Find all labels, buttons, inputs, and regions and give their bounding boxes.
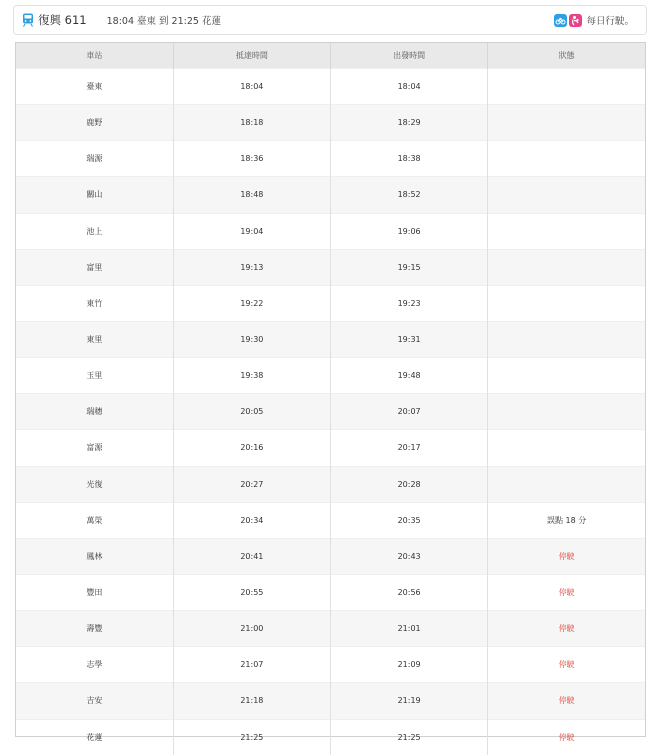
arrival-time-cell: 18:04 — [173, 69, 330, 105]
arrival-time-cell: 19:30 — [173, 321, 330, 357]
departure-time-cell: 18:38 — [331, 141, 488, 177]
status-cell — [488, 213, 645, 249]
table-row — [16, 611, 645, 647]
station-cell: 光復 — [16, 466, 173, 502]
status-cell: 停駛 — [488, 683, 645, 719]
table-row — [16, 430, 645, 466]
arrival-time-cell: 21:25 — [173, 719, 330, 755]
table-row — [16, 394, 645, 430]
timetable — [15, 42, 646, 742]
status-cell — [488, 249, 645, 285]
status-cell — [488, 105, 645, 141]
column-header-station: 車站 — [16, 43, 173, 69]
table-row — [16, 141, 645, 177]
station-cell: 瑞穗 — [16, 394, 173, 430]
station-cell: 鳳林 — [16, 538, 173, 574]
column-header-arrival: 抵達時間 — [173, 43, 330, 69]
arrival-time-cell: 18:36 — [173, 141, 330, 177]
status-cell — [488, 358, 645, 394]
departure-time-cell: 19:15 — [331, 249, 488, 285]
timetable-table — [16, 43, 645, 755]
bicycle-icon — [554, 14, 567, 27]
station-cell: 豐田 — [16, 574, 173, 610]
departure-time-cell: 20:56 — [331, 574, 488, 610]
arrival-time-cell: 21:00 — [173, 611, 330, 647]
status-cell — [488, 177, 645, 213]
arrival-time-cell: 19:22 — [173, 285, 330, 321]
departure-time-cell: 21:09 — [331, 647, 488, 683]
departure-time-cell: 18:29 — [331, 105, 488, 141]
status-cell: 停駛 — [488, 647, 645, 683]
table-header-row — [16, 43, 645, 69]
table-row — [16, 69, 645, 105]
status-cell — [488, 394, 645, 430]
departure-time-cell: 20:43 — [331, 538, 488, 574]
table-row — [16, 719, 645, 755]
table-row — [16, 538, 645, 574]
departure-time-cell: 21:19 — [331, 683, 488, 719]
table-row — [16, 249, 645, 285]
station-cell: 壽豐 — [16, 611, 173, 647]
station-cell: 瑞源 — [16, 141, 173, 177]
station-cell: 關山 — [16, 177, 173, 213]
station-cell: 富源 — [16, 430, 173, 466]
daily-service-label: 每日行駛。 — [586, 16, 634, 27]
table-row — [16, 321, 645, 357]
table-row — [16, 213, 645, 249]
status-cell — [488, 430, 645, 466]
departure-time-cell: 18:04 — [331, 69, 488, 105]
status-cell — [488, 285, 645, 321]
departure-time-cell: 21:25 — [331, 719, 488, 755]
column-header-departure: 出發時間 — [331, 43, 488, 69]
station-cell: 池上 — [16, 213, 173, 249]
arrival-time-cell: 18:18 — [173, 105, 330, 141]
table-row — [16, 177, 645, 213]
departure-time-cell: 18:52 — [331, 177, 488, 213]
arrival-time-cell: 20:55 — [173, 574, 330, 610]
status-cell — [488, 466, 645, 502]
arrival-time-cell: 19:38 — [173, 358, 330, 394]
departure-time-cell: 19:23 — [331, 285, 488, 321]
arrival-time-cell: 21:07 — [173, 647, 330, 683]
train-icon — [22, 13, 34, 27]
station-cell: 東里 — [16, 321, 173, 357]
arrival-time-cell: 20:27 — [173, 466, 330, 502]
station-cell: 鹿野 — [16, 105, 173, 141]
table-row — [16, 683, 645, 719]
station-cell: 富里 — [16, 249, 173, 285]
route-summary: 18:04 臺東 到 21:25 花蓮 — [106, 16, 221, 27]
departure-time-cell: 20:28 — [331, 466, 488, 502]
departure-time-cell: 21:01 — [331, 611, 488, 647]
status-cell: 誤點 18 分 — [488, 502, 645, 538]
status-cell — [488, 321, 645, 357]
departure-time-cell: 19:06 — [331, 213, 488, 249]
table-row — [16, 105, 645, 141]
table-row — [16, 358, 645, 394]
train-name: 復興 611 — [38, 13, 87, 27]
service-badges — [554, 13, 646, 27]
departure-time-cell: 20:07 — [331, 394, 488, 430]
status-cell: 停駛 — [488, 719, 645, 755]
arrival-time-cell: 19:04 — [173, 213, 330, 249]
station-cell: 玉里 — [16, 358, 173, 394]
station-cell: 臺東 — [16, 69, 173, 105]
status-cell: 停駛 — [488, 611, 645, 647]
arrival-time-cell: 20:41 — [173, 538, 330, 574]
departure-time-cell: 20:35 — [331, 502, 488, 538]
departure-time-cell: 19:48 — [331, 358, 488, 394]
breastfeeding-icon — [569, 14, 582, 27]
status-cell: 停駛 — [488, 538, 645, 574]
table-row — [16, 574, 645, 610]
station-cell: 吉安 — [16, 683, 173, 719]
departure-time-cell: 20:17 — [331, 430, 488, 466]
table-row — [16, 647, 645, 683]
table-row — [16, 466, 645, 502]
station-cell: 志學 — [16, 647, 173, 683]
column-header-status: 狀態 — [488, 43, 645, 69]
arrival-time-cell: 20:05 — [173, 394, 330, 430]
departure-time-cell: 19:31 — [331, 321, 488, 357]
table-row — [16, 285, 645, 321]
station-cell: 花蓮 — [16, 719, 173, 755]
status-cell: 停駛 — [488, 574, 645, 610]
train-header — [13, 5, 647, 35]
station-cell: 東竹 — [16, 285, 173, 321]
arrival-time-cell: 21:18 — [173, 683, 330, 719]
table-row — [16, 502, 645, 538]
status-cell — [488, 69, 645, 105]
arrival-time-cell: 20:16 — [173, 430, 330, 466]
arrival-time-cell: 18:48 — [173, 177, 330, 213]
arrival-time-cell: 19:13 — [173, 249, 330, 285]
arrival-time-cell: 20:34 — [173, 502, 330, 538]
station-cell: 萬榮 — [16, 502, 173, 538]
status-cell — [488, 141, 645, 177]
